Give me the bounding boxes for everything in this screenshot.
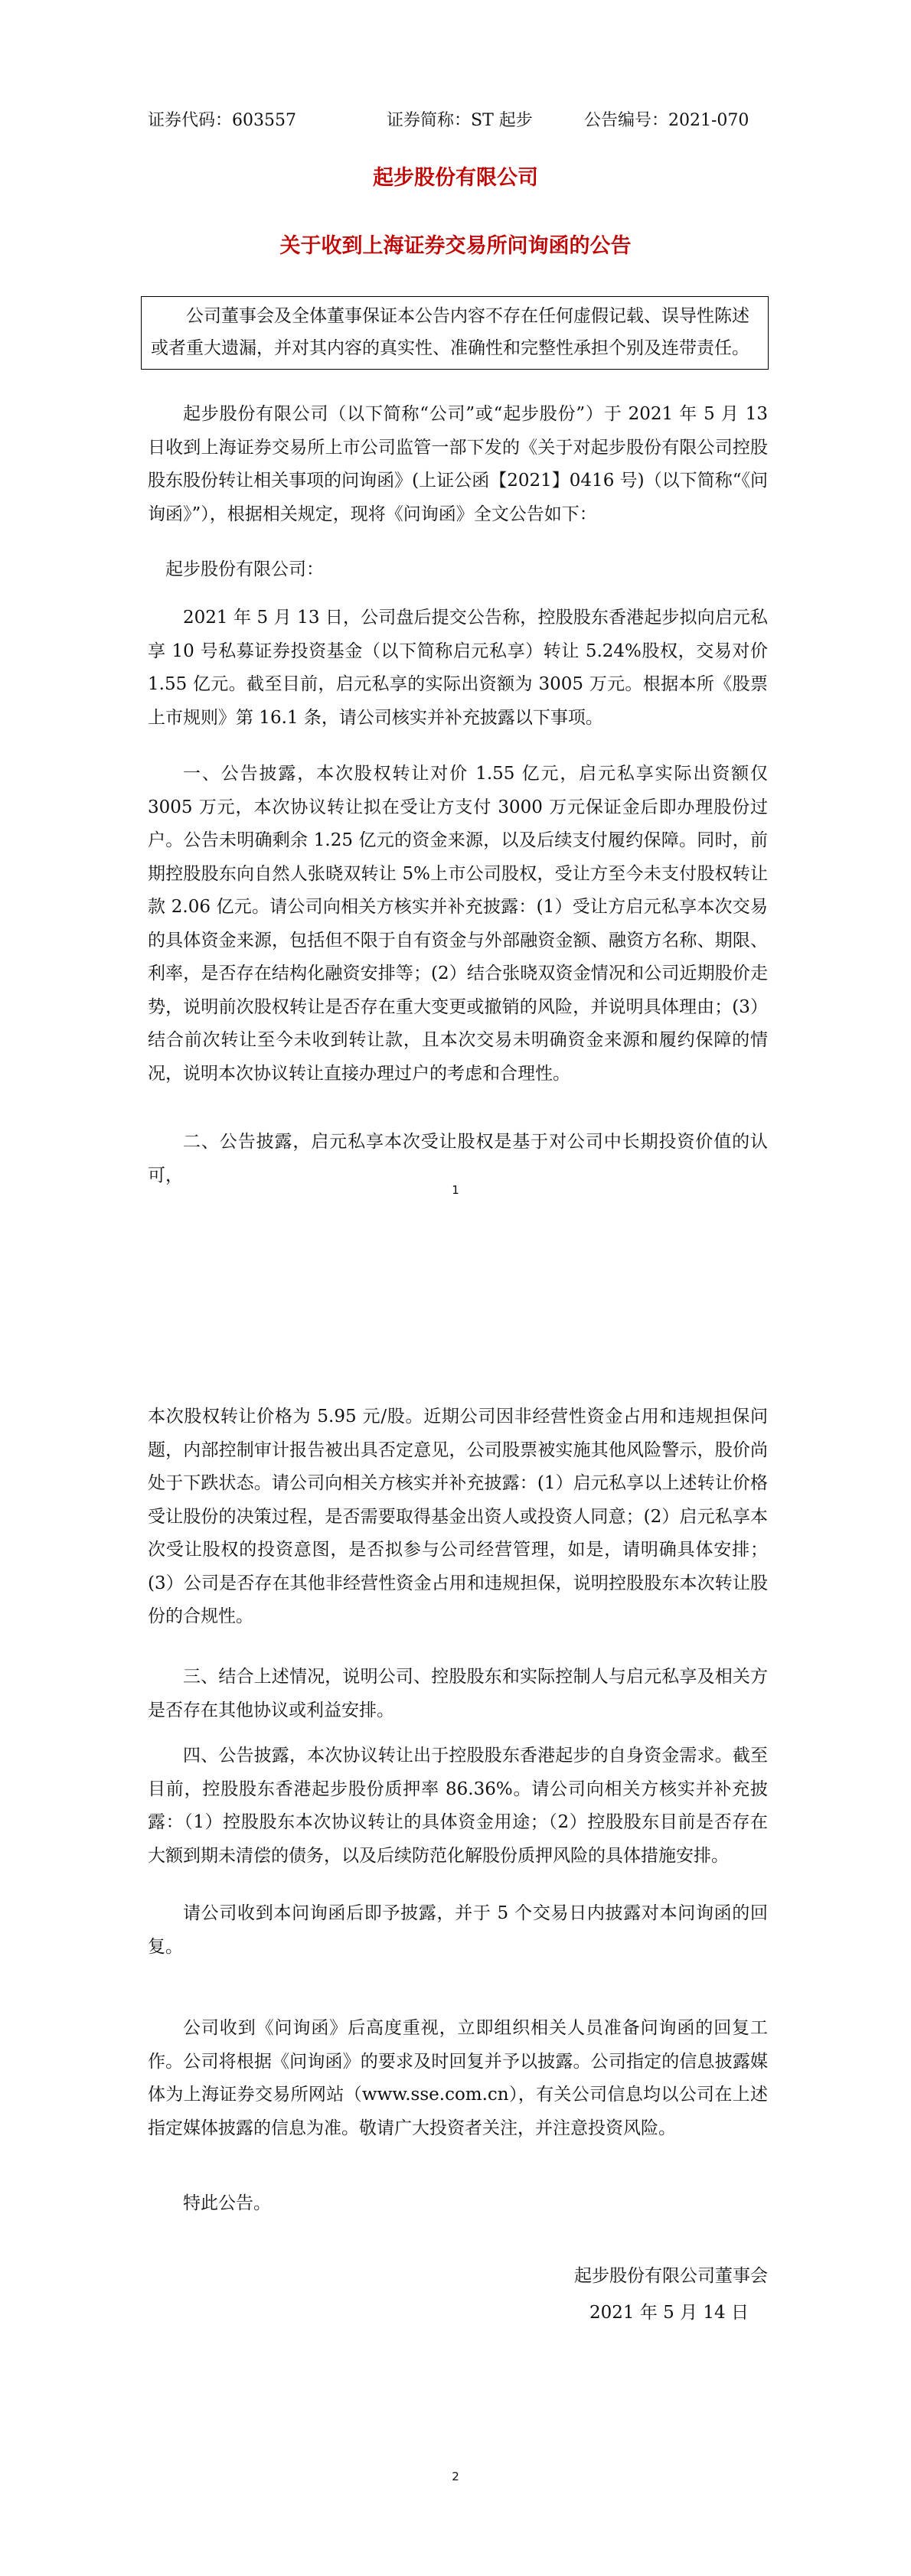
question-4-paragraph: 四、公告披露，本次协议转让出于控股股东香港起步的自身资金需求。截至目前，控股股东香港起步股份质押率 86.36%。请公司向相关方核实并补充披露：（1）控股股东本次协议转让的具体资金用途；（2）控股股东目前是否存在大额到期未清偿的债务，以及后续防范化解股份质押风险的具体措施安排。 xyxy=(148,1746,768,1866)
salutation: 起步股份有限公司： xyxy=(165,559,324,579)
signature-board: 起步股份有限公司董事会 xyxy=(574,2266,768,2286)
intro-paragraph: 起步股份有限公司（以下简称“公司”或“起步股份”）于 2021 年 5 月 13 日收到上海证券交易所上市公司监管一部下发的《关于对起步股份有限公司控股股东股份转让相关事项的问询函》(上证公函【2021】0416 号)（以下简称“《问询函》”），根据相关规定，现将《问询函》全文公告如下： xyxy=(148,404,768,524)
question-2-paragraph-continued: 本次股权转让价格为 5.95 元/股。近期公司因非经营性资金占用和违规担保问题，内部控制审计报告被出具否定意见，公司股票被实施其他风险警示，股价尚处于下跌状态。请公司向相关方核实并补充披露：(1）启元私享以上述转让价格受让股份的决策过程，是否需要取得基金出资人或投资人同意；(2）启元私享本次受让股权的投资意图，是否拟参与公司经营管理，如是，请明确具体安排；(3）公司是否存在其他非经营性资金占用和违规担保，说明控股股东本次转让股份的合规性。 xyxy=(148,1407,768,1626)
notice-title: 关于收到上海证券交易所问询函的公告 xyxy=(279,234,632,258)
question-1-paragraph: 一、公告披露，本次股权转让对价 1.55 亿元，启元私享实际出资额仅 3005 万元，本次协议转让拟在受让方支付 3000 万元保证金后即办理股份过户。公告未明确剩余 1.25 亿元的资金来源，以及后续支付履约保障。同时，前期控股股东向自然人张晓双转让 5%上市公司股权，受让方至今未支付股权转让款 2.06 亿元。请公司向相关方核实并补充披露：(1）受让方启元私享本次交易的具体资金来源，包括但不限于自有资金与外部融资金额、融资方名称、期限、利率，是否存在结构化融资安排等；(2）结合张晓双资金情况和公司近期股价走势，说明前次股权转让是否存在重大变更或撤销的风险，并说明具体理由；(3）结合前次转让至今未收到转让款，且本次交易未明确资金来源和履约保障的情况，说明本次协议转让直接办理过户的考虑和合理性。 xyxy=(148,764,768,1084)
page-number-1: 1 xyxy=(452,1183,459,1197)
question-3-paragraph: 三、结合上述情况，说明公司、控股股东和实际控制人与启元私享及相关方是否存在其他协议或利益安排。 xyxy=(148,1667,768,1720)
question-2-paragraph-start: 二、公告披露，启元私享本次受让股权是基于对公司中长期投资价值的认可， xyxy=(148,1132,768,1185)
closing-remark: 特此公告。 xyxy=(183,2193,271,2213)
announcement-number: 公告编号：2021-070 xyxy=(584,111,749,130)
disclosure-request-paragraph: 请公司收到本问询函后即予披露，并于 5 个交易日内披露对本问询函的回复。 xyxy=(148,1903,768,1957)
company-title: 起步股份有限公司 xyxy=(373,166,538,190)
signature-date: 2021 年 5 月 14 日 xyxy=(589,2303,749,2323)
background-paragraph: 2021 年 5 月 13 日，公司盘后提交公告称，控股股东香港起步拟向启元私享 10 号私募证券投资基金（以下简称启元私享）转让 5.24%股权，交易对价 1.55 亿元。截至目前，启元私享的实际出资额为 3005 万元。根据本所《股票上市规则》第 16.1 条，请公司核实并补充披露以下事项。 xyxy=(148,608,768,728)
page-number-2: 2 xyxy=(452,2470,459,2483)
stock-code: 证券代码：603557 xyxy=(148,111,296,130)
company-response-paragraph: 公司收到《问询函》后高度重视，立即组织相关人员准备问询函的回复工作。公司将根据《问询函》的要求及时回复并予以披露。公司指定的信息披露媒体为上海证券交易所网站（www.sse.com.cn），有关公司信息均以公司在上述指定媒体披露的信息为准。敬请广大投资者关注，并注意投资风险。 xyxy=(148,2018,768,2138)
document-page-2 xyxy=(0,1288,911,2576)
board-statement-box: 公司董事会及全体董事保证本公告内容不存在任何虚假记载、误导性陈述或者重大遗漏，并对其内容的真实性、准确性和完整性承担个别及连带责任。 xyxy=(141,296,769,370)
stock-name: 证券简称：ST 起步 xyxy=(387,111,533,130)
